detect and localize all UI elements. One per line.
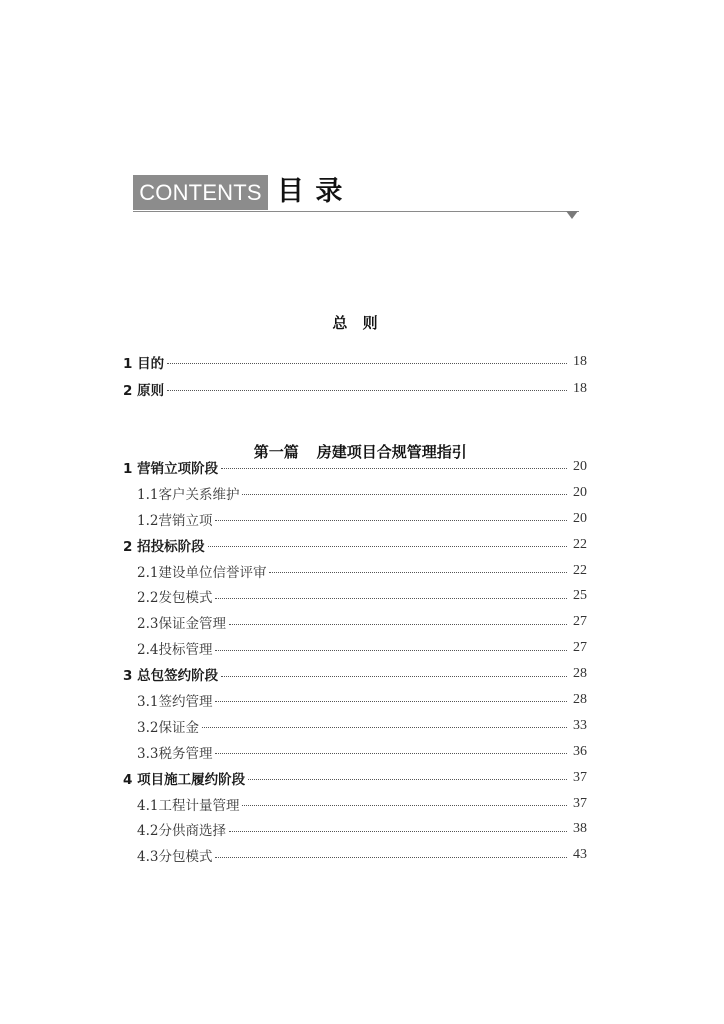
- dot-leader: [202, 727, 567, 728]
- toc-subentry: [123, 480, 587, 506]
- dot-leader: [221, 468, 567, 469]
- toc-entry-page: 38: [573, 821, 587, 837]
- toc-entry-page: 20: [573, 484, 587, 500]
- toc-entry: [123, 661, 587, 687]
- toc-entry-title: 1 营销立项阶段: [123, 460, 219, 477]
- toc-entry-page: 28: [573, 666, 587, 682]
- part-label: 第一篇: [253, 443, 299, 461]
- dot-leader: [215, 701, 567, 702]
- toc-entry-title: 4.2分供商选择: [137, 823, 226, 840]
- toc-subentry: [123, 506, 587, 532]
- section-heading-part1: [123, 419, 587, 461]
- dot-leader: [215, 520, 567, 521]
- toc-entry-page: 18: [573, 353, 587, 369]
- toc-entry-title: 4.3分包模式: [137, 849, 213, 866]
- toc-entry-title: 2 招投标阶段: [123, 538, 205, 555]
- dot-leader: [208, 546, 567, 547]
- toc-entry-title: 2.4投标管理: [137, 642, 213, 659]
- toc-entry: [123, 765, 587, 791]
- part-title: 房建项目合规管理指引: [316, 443, 467, 461]
- dot-leader: [221, 676, 567, 677]
- toc-entry-title: 4 项目施工履约阶段: [123, 771, 246, 788]
- toc-entry-title: 1.2营销立项: [137, 512, 213, 529]
- dot-leader: [167, 390, 567, 391]
- toc-entry-page: 33: [573, 717, 587, 733]
- toc-subentry: [123, 816, 587, 842]
- toc-entry-title: 3.2保证金: [137, 719, 199, 736]
- toc-entry: [123, 375, 587, 402]
- toc-entry-page: 37: [573, 769, 587, 785]
- toc-entry-title: 2.1建设单位信誉评审: [137, 564, 267, 581]
- dot-leader: [215, 857, 567, 858]
- toc-subentry: [123, 609, 587, 635]
- page-title: 目 录: [277, 176, 343, 207]
- toc-entry: [123, 454, 587, 480]
- dot-leader: [229, 624, 567, 625]
- dot-leader: [229, 831, 567, 832]
- dot-leader: [215, 650, 567, 651]
- dot-leader: [242, 805, 567, 806]
- section-heading-general: 总 则: [332, 314, 378, 332]
- toc-entry-page: 22: [573, 562, 587, 578]
- toc-entry-page: 20: [573, 510, 587, 526]
- toc-entry-title: 2.2发包模式: [137, 590, 213, 607]
- triangle-down-icon: [566, 211, 578, 219]
- dot-leader: [215, 753, 567, 754]
- toc-entry-page: 36: [573, 743, 587, 759]
- toc-subentry: [123, 713, 587, 739]
- toc-entry-title: 3 总包签约阶段: [123, 668, 219, 685]
- toc-entry-title: 2 原则: [123, 382, 165, 399]
- dot-leader: [269, 572, 567, 573]
- toc-list-general: [123, 348, 587, 402]
- toc-entry-page: 37: [573, 795, 587, 811]
- contents-label: CONTENTS: [133, 175, 268, 210]
- toc-entry-title: 1 目的: [123, 355, 165, 372]
- toc-entry: [123, 348, 587, 375]
- toc-entry-title: 4.1工程计量管理: [137, 797, 240, 814]
- dot-leader: [167, 363, 567, 364]
- toc-entry-page: 25: [573, 588, 587, 604]
- toc-entry-title: 1.1客户关系维护: [137, 486, 240, 503]
- dot-leader: [242, 494, 567, 495]
- toc-list-part1: [123, 454, 587, 868]
- toc-entry-page: 27: [573, 640, 587, 656]
- toc-subentry: [123, 583, 587, 609]
- toc-entry-title: 3.3税务管理: [137, 745, 213, 762]
- toc-entry-page: 27: [573, 614, 587, 630]
- toc-entry-page: 22: [573, 536, 587, 552]
- toc-entry-page: 18: [573, 380, 587, 396]
- toc-subentry: [123, 842, 587, 868]
- toc-entry: [123, 532, 587, 558]
- toc-subentry: [123, 687, 587, 713]
- toc-subentry: [123, 635, 587, 661]
- dot-leader: [248, 779, 567, 780]
- toc-entry-page: 43: [573, 847, 587, 863]
- toc-subentry: [123, 558, 587, 584]
- toc-subentry: [123, 739, 587, 765]
- toc-entry-page: 20: [573, 458, 587, 474]
- header-divider: [133, 211, 579, 212]
- toc-entry-page: 28: [573, 691, 587, 707]
- toc-entry-title: 2.3保证金管理: [137, 616, 226, 633]
- toc-subentry: [123, 791, 587, 817]
- toc-entry-title: 3.1签约管理: [137, 693, 213, 710]
- dot-leader: [215, 598, 567, 599]
